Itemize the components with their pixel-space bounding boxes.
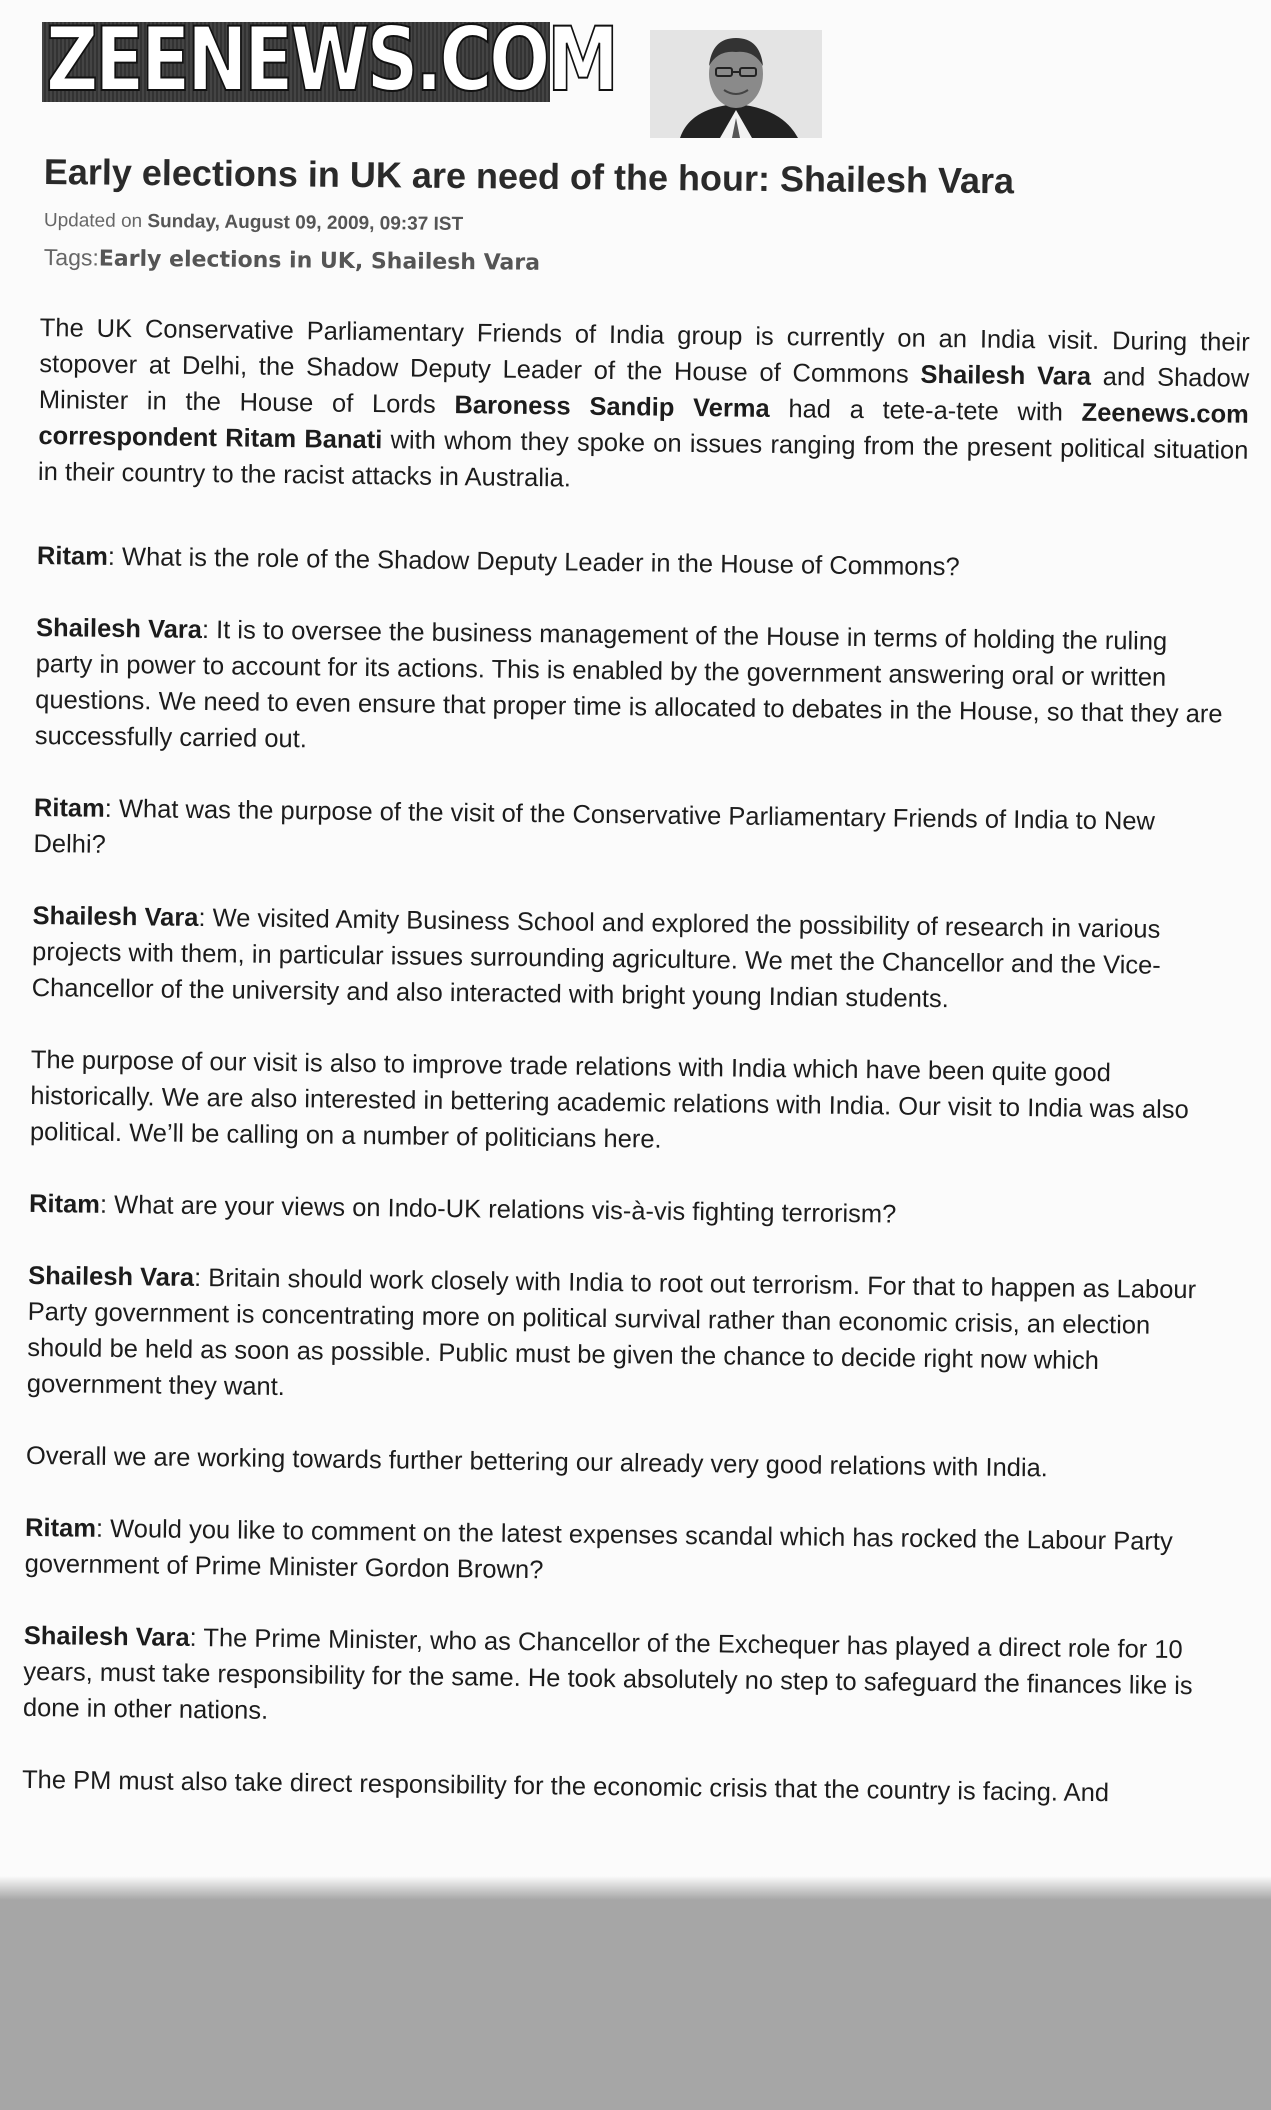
interview-paragraph	[29, 1186, 1219, 1237]
paragraph-text: : Would you like to comment on the latest expenses scandal which has rocked the Labour Party government of Prime Minister Gordon Brown?	[24, 1514, 1173, 1585]
paragraph-text: The PM must also take direct responsibility for the economic crisis that the country is facing. And	[21, 1765, 1110, 1808]
interview-paragraph	[23, 1618, 1214, 1741]
speaker-name: Shailesh Vara	[35, 613, 203, 645]
paragraph-text: : What was the purpose of the visit of the Conservative Parliamentary Friends of India to New Delhi?	[33, 794, 1156, 859]
speaker-name: Ritam	[33, 793, 105, 823]
lead-text-3: had a tete-a-tete with	[769, 394, 1082, 427]
updated-date: Sunday, August 09, 2009, 09:37 IST	[147, 210, 464, 236]
interview-paragraph	[22, 1762, 1212, 1813]
speaker-name: Shailesh Vara	[32, 901, 199, 932]
paragraph-text: : It is to oversee the business management of the House in terms of holding the ruling party in power to account for its actions. This is enabled by the government answering oral or written questions. We need to even ensure that proper time is allocated to debates in the House, so that they are successfully carried out.	[34, 616, 1223, 754]
speaker-name: Shailesh Vara	[28, 1261, 195, 1292]
interview-paragraph	[35, 610, 1227, 769]
lead-text-4: with whom they spoke on issues ranging from the present political situation in their country to the racist attacks in Australia.	[37, 426, 1249, 493]
speaker-name: Ritam	[36, 541, 109, 571]
speaker-name: Ritam	[28, 1189, 101, 1219]
lead-bold-2: Baroness Sandip Verma	[454, 391, 770, 423]
zeenews-logo	[42, 8, 616, 111]
lead-text-2: and Shadow Minister in the House of Lords	[38, 362, 1250, 420]
article-meta	[44, 210, 463, 236]
interview-paragraph	[26, 1438, 1216, 1489]
lead-text-1: The UK Conservative Parliamentary Friends of India group is currently on an India visit. During their stopover at Delhi, the Shadow Deputy Leader of the House of Commons	[39, 313, 1250, 389]
interview-paragraph	[33, 790, 1224, 877]
portrait-image	[650, 30, 822, 138]
speaker-name: Shailesh Vara	[23, 1621, 190, 1652]
interview-paragraph	[24, 1510, 1215, 1597]
paragraph-text: : Britain should work closely with India to root out terrorism. For that to happen as Labour Party government is concentrating more on political survival rather than economic crisis, an election should be held as soon as possible. Public must be given the chance to decide right now which government they want.	[26, 1263, 1197, 1402]
article-body	[22, 310, 1250, 1813]
logo-text: ZEENEWS.COM	[46, 8, 616, 111]
lead-paragraph	[38, 310, 1250, 505]
paragraph-text: : What is the role of the Shadow Deputy Leader in the House of Commons?	[107, 542, 960, 582]
interview-section	[22, 538, 1247, 1813]
interview-paragraph	[37, 538, 1227, 589]
updated-label: Updated on	[43, 210, 143, 232]
author-photo	[650, 30, 822, 138]
interview-paragraph	[30, 1042, 1221, 1165]
paragraph-text: : What are your views on Indo-UK relations vis-à-vis fighting terrorism?	[99, 1190, 897, 1229]
paragraph-text: Overall we are working towards further bettering our already very good relations with India.	[25, 1441, 1049, 1483]
interview-paragraph	[27, 1258, 1219, 1417]
paragraph-text: The purpose of our visit is also to improve trade relations with India which have been quite good historically. We are also interested in bettering academic relations with India. Our visit to India was also political. We’ll be calling on a number of politicians here.	[29, 1045, 1189, 1154]
article-headline: Early elections in UK are need of the hour: Shailesh Vara	[43, 151, 1015, 202]
interview-paragraph	[31, 898, 1222, 1021]
article-tags	[44, 244, 540, 276]
tags-label: Tags:	[43, 244, 99, 271]
lead-bold-1: Shailesh Vara	[920, 360, 1092, 391]
lead-bold-3: Zeenews.com correspondent Ritam Banati	[38, 398, 1249, 455]
page-cut-edge	[0, 1876, 1271, 1900]
tags-values: Early elections in UK, Shailesh Vara	[98, 246, 541, 276]
scanner-background	[0, 1900, 1271, 2110]
paragraph-text: : The Prime Minister, who as Chancellor of the Exchequer has played a direct role for 10 years, must take responsibility for the same. He took absolutely no step to safeguard the finances like is done in other nations.	[22, 1623, 1193, 1725]
paragraph-text: : We visited Amity Business School and explored the possibility of research in various projects with them, in particular issues surrounding agriculture. We met the Chancellor and the Vice-Chancellor of the university and also interacted with bright young Indian students.	[31, 903, 1161, 1014]
speaker-name: Ritam	[24, 1513, 97, 1543]
